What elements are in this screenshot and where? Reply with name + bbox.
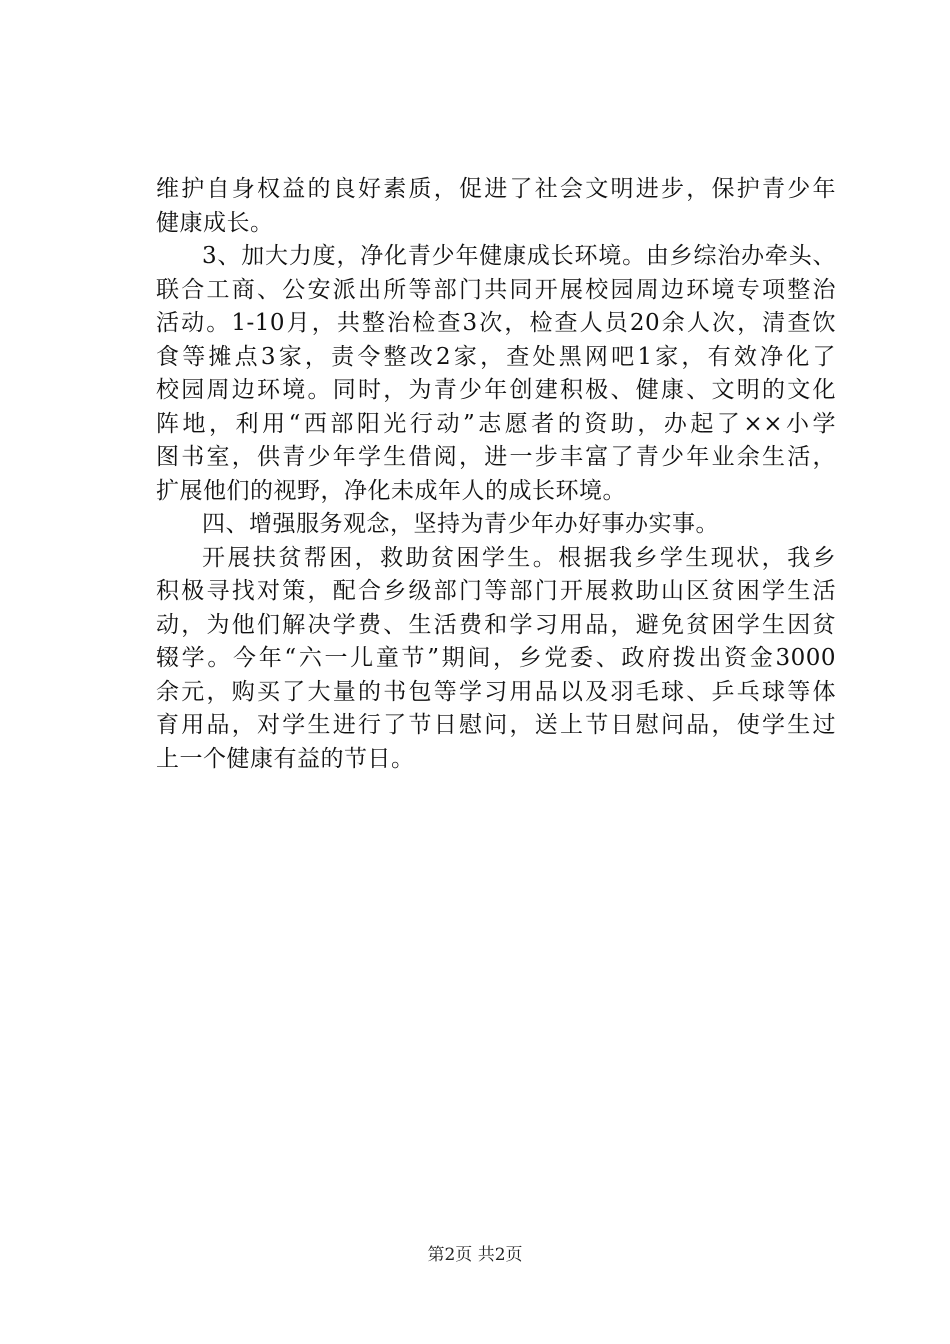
paragraph-line: 上一个健康有益的节日。 [156, 745, 415, 772]
paragraph-line: 阵地，利用“西部阳光行动”志愿者的资助，办起了××小学 [156, 410, 836, 437]
paragraph-line: 活动。1-10月，共整治检查3次，检查人员20余人次，清查饮 [156, 310, 836, 336]
section-heading: 四、增强服务观念，坚持为青少年办好事办实事。 [202, 511, 719, 537]
paragraph-line: 余元，购买了大量的书包等学习用品以及羽毛球、乒乓球等体 [156, 678, 836, 705]
page-number-label: 第2页 共2页 [427, 1245, 523, 1265]
paragraph-line: 扩展他们的视野，净化未成年人的成长环境。 [156, 477, 626, 504]
paragraph-line: 食等摊点3家，责令整改2家，查处黑网吧1家，有效净化了 [156, 343, 836, 370]
paragraph-line: 3、加大力度，净化青少年健康成长环境。由乡综治办牵头、 [202, 243, 836, 269]
page-footer [0, 1244, 950, 1266]
paragraph-line: 动，为他们解决学费、生活费和学习用品，避免贫困学生因贫 [156, 611, 836, 638]
paragraph-line: 育用品，对学生进行了节日慰问，送上节日慰问品，使学生过 [156, 712, 836, 738]
paragraph-line: 开展扶贫帮困，救助贫困学生。根据我乡学生现状，我乡 [202, 544, 836, 571]
paragraph-line: 积极寻找对策，配合乡级部门等部门开展救助山区贫困学生活 [156, 578, 836, 604]
paragraph-line: 图书室，供青少年学生借阅，进一步丰富了青少年业余生活， [156, 444, 836, 470]
paragraph-line: 联合工商、公安派出所等部门共同开展校园周边环境专项整治 [156, 276, 836, 303]
paragraph-line: 维护自身权益的良好素质，促进了社会文明进步，保护青少年 [156, 176, 836, 202]
paragraph-line: 校园周边环境。同时，为青少年创建积极、健康、文明的文化 [156, 377, 836, 403]
paragraph-line: 健康成长。 [156, 209, 274, 236]
paragraph-line: 辍学。今年“六一儿童节”期间，乡党委、政府拨出资金3000 [156, 645, 836, 671]
document-body [156, 173, 836, 776]
